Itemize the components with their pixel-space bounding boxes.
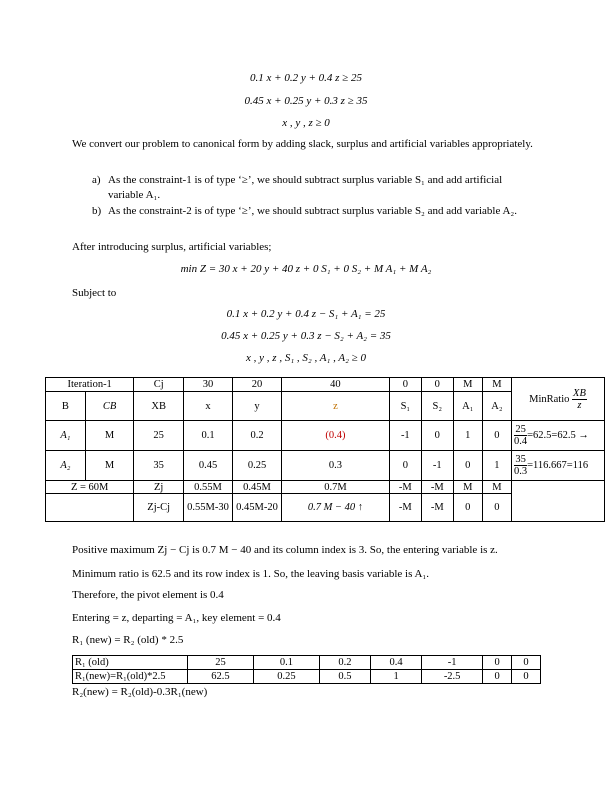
iteration-label: Iteration-1 bbox=[46, 378, 134, 392]
zj-cell: M bbox=[453, 481, 482, 494]
coef-cell: 0.2 bbox=[233, 421, 282, 451]
row-value: 0 bbox=[512, 656, 541, 670]
table-row bbox=[73, 656, 541, 670]
cj-value: 0 bbox=[389, 378, 421, 392]
row-value: 0.1 bbox=[253, 656, 319, 670]
header-cell: z bbox=[282, 392, 390, 421]
ratio-num: 25 bbox=[515, 424, 526, 435]
explanation-line: Entering = z, departing = A₁, key element = 0.4 bbox=[72, 612, 281, 624]
cj-value: 40 bbox=[282, 378, 390, 392]
coef-cell: 0 bbox=[482, 421, 511, 451]
cj-value: 20 bbox=[233, 378, 282, 392]
ratio-den: 0.3 bbox=[514, 466, 528, 477]
row-value: 0 bbox=[483, 656, 512, 670]
zj-cell: -M bbox=[389, 481, 421, 494]
zjcj-cell: 0.7 M − 40 ↑ bbox=[282, 494, 390, 522]
canon-nonneg: x , y , z , S₁ , S₂ , A₁ , A₂ ≥ 0 bbox=[246, 352, 366, 364]
explanation-line: R₁ (new) = R₂ (old) * 2.5 bbox=[72, 634, 184, 646]
row-value: 62.5 bbox=[188, 670, 254, 684]
coef-cell: 0.45 bbox=[184, 451, 233, 481]
explanation-line: R₂(new) = R₂(old)-0.3R₁(new) bbox=[72, 686, 208, 698]
constraint-1: 0.1 x + 0.2 y + 0.4 z ≥ 25 bbox=[250, 72, 362, 84]
header-cell: CB bbox=[85, 392, 134, 421]
table-row bbox=[46, 421, 605, 451]
zjcj-cell: 0.45M-20 bbox=[233, 494, 282, 522]
list-marker: b) bbox=[92, 205, 102, 217]
header-cell: A₁ bbox=[453, 392, 482, 421]
list-item-a bbox=[92, 173, 542, 203]
zjcj-label: Zj-Cj bbox=[134, 494, 184, 522]
header-cell: S₁ bbox=[389, 392, 421, 421]
coef-cell: 0 bbox=[453, 451, 482, 481]
minratio-den: z bbox=[577, 399, 582, 411]
ratio-den: 0.4 bbox=[514, 436, 528, 447]
table-row bbox=[46, 378, 605, 392]
table-row bbox=[46, 451, 605, 481]
coef-cell: 0.25 bbox=[233, 451, 282, 481]
zj-cell: M bbox=[482, 481, 511, 494]
constraint-2: 0.45 x + 0.25 y + 0.3 z ≥ 35 bbox=[244, 95, 368, 107]
header-cell: B bbox=[46, 392, 86, 421]
row-value: 25 bbox=[188, 656, 254, 670]
header-cell: x bbox=[184, 392, 233, 421]
minratio-header bbox=[512, 378, 605, 421]
header-cell: y bbox=[233, 392, 282, 421]
row-value: -2.5 bbox=[422, 670, 483, 684]
cb-cell: M bbox=[85, 421, 134, 451]
explanation-line: Positive maximum Zj − Cj is 0.7 M − 40 and its column index is 3. So, the entering variable is z. bbox=[72, 544, 498, 556]
header-cell: XB bbox=[134, 392, 184, 421]
objective-function: min Z = 30 x + 20 y + 40 z + 0 S₁ + 0 S₂ + M A₁ + M A₂ bbox=[180, 263, 432, 275]
ratio-num: 35 bbox=[515, 454, 526, 465]
row-label: R₁(new)=R₁(old)*2.5 bbox=[73, 670, 188, 684]
row-label: R₁ (old) bbox=[73, 656, 188, 670]
table-row bbox=[46, 481, 605, 494]
explanation-line: Minimum ratio is 62.5 and its row index is 1. So, the leaving basis variable is A₁. bbox=[72, 568, 430, 580]
row-operation-table bbox=[72, 655, 541, 684]
after-paragraph: After introducing surplus, artificial variables; bbox=[72, 241, 272, 253]
header-cell: A₂ bbox=[482, 392, 511, 421]
canon-constraint-1: 0.1 x + 0.2 y + 0.4 z − S₁ + A₁ = 25 bbox=[226, 308, 386, 320]
zjcj-cell: 0 bbox=[482, 494, 511, 522]
cb-cell: M bbox=[85, 451, 134, 481]
basis-cell: A₁ bbox=[46, 421, 86, 451]
ratio-cell bbox=[512, 451, 605, 481]
coef-cell: -1 bbox=[389, 421, 421, 451]
cj-value: M bbox=[482, 378, 511, 392]
zj-cell: 0.55M bbox=[184, 481, 233, 494]
zjcj-cell: -M bbox=[389, 494, 421, 522]
coef-cell: -1 bbox=[421, 451, 453, 481]
coef-cell: 0.3 bbox=[282, 451, 390, 481]
nonneg-constraint: x , y , z ≥ 0 bbox=[282, 117, 330, 129]
row-value: 0.2 bbox=[319, 656, 370, 670]
zjcj-cell: -M bbox=[421, 494, 453, 522]
empty-cell bbox=[512, 481, 605, 522]
cj-value: 30 bbox=[184, 378, 233, 392]
xb-cell: 35 bbox=[134, 451, 184, 481]
row-value: 0 bbox=[483, 670, 512, 684]
zj-label: Zj bbox=[134, 481, 184, 494]
coef-cell: 1 bbox=[453, 421, 482, 451]
xb-cell: 25 bbox=[134, 421, 184, 451]
coef-cell: 0 bbox=[421, 421, 453, 451]
cj-value: 0 bbox=[421, 378, 453, 392]
list-marker: a) bbox=[92, 174, 101, 186]
list-text: As the constraint-2 is of type ‘≥’, we should subtract surplus variable S₂ and add variable A₂. bbox=[108, 205, 518, 217]
row-value: 1 bbox=[371, 670, 422, 684]
coef-cell: 0 bbox=[389, 451, 421, 481]
zjcj-cell: 0 bbox=[453, 494, 482, 522]
list-text: As the constraint-1 is of type ‘≥’, we should subtract surplus variable S₁ and add artificial variable A₁. bbox=[108, 174, 503, 201]
cj-label: Cj bbox=[134, 378, 184, 392]
coef-cell: 0.1 bbox=[184, 421, 233, 451]
zj-cell: -M bbox=[421, 481, 453, 494]
subject-to-label: Subject to bbox=[72, 287, 117, 299]
row-value: 0.25 bbox=[253, 670, 319, 684]
ratio-tail: =62.5=62.5 → bbox=[527, 429, 589, 441]
zj-cell: 0.7M bbox=[282, 481, 390, 494]
list-item-b bbox=[92, 204, 542, 234]
explanation-line: Therefore, the pivot element is 0.4 bbox=[72, 589, 224, 601]
zjcj-cell: 0.55M-30 bbox=[184, 494, 233, 522]
zj-cell: 0.45M bbox=[233, 481, 282, 494]
table-row bbox=[73, 670, 541, 684]
canon-constraint-2: 0.45 x + 0.25 y + 0.3 z − S₂ + A₂ = 35 bbox=[221, 330, 391, 342]
ratio-cell bbox=[512, 421, 605, 451]
z-value: Z = 60M bbox=[46, 481, 134, 494]
cj-value: M bbox=[453, 378, 482, 392]
minratio-label: MinRatio bbox=[529, 393, 570, 405]
row-value: 0.4 bbox=[371, 656, 422, 670]
row-value: -1 bbox=[422, 656, 483, 670]
empty-cell bbox=[46, 494, 134, 522]
simplex-table bbox=[45, 377, 605, 522]
basis-cell: A₂ bbox=[46, 451, 86, 481]
intro-paragraph: We convert our problem to canonical form by adding slack, surplus and artificial variables appropriately. bbox=[72, 138, 533, 150]
pivot-cell: (0.4) bbox=[282, 421, 390, 451]
header-cell: S₂ bbox=[421, 392, 453, 421]
row-value: 0 bbox=[512, 670, 541, 684]
coef-cell: 1 bbox=[482, 451, 511, 481]
ratio-tail: =116.667=116 bbox=[527, 459, 589, 471]
minratio-num: XB bbox=[573, 387, 586, 399]
row-value: 0.5 bbox=[319, 670, 370, 684]
